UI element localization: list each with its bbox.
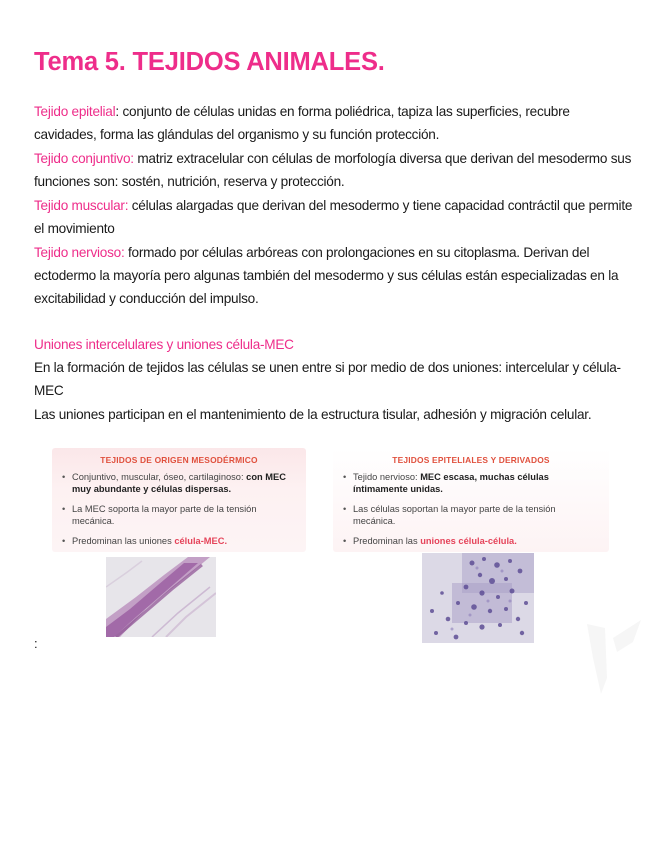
section-heading-text: Uniones intercelulares y uniones célula-MEC xyxy=(34,337,294,352)
panel-bullet-list xyxy=(52,471,306,547)
watermark-logo-icon xyxy=(583,618,643,698)
page-title: Tema 5. TEJIDOS ANIMALES. xyxy=(34,48,385,76)
figure-panel-mesodermico xyxy=(52,448,306,552)
panel-title: TEJIDOS DE ORIGEN MESODÉRMICO xyxy=(100,455,258,465)
definition-sep: : xyxy=(124,198,129,213)
bullet-highlight-text: célula-MEC. xyxy=(174,536,228,546)
section-paragraph-1: En la formación de tejidos las células se unen entre si por medio de dos uniones: intercelular y célula-MEC xyxy=(34,360,621,399)
bullet-text: La MEC soporta la mayor parte de la tensión mecánica. xyxy=(72,504,257,526)
bullet-highlight-text: uniones célula-célula. xyxy=(420,536,517,546)
definition-text: formado por células arbóreas con prolongaciones en su citoplasma. Derivan del ectodermo la mayoría pero algunas también del mesodermo y sus células están especializadas en la excitabilidad y conducción del impulso. xyxy=(34,245,619,307)
definition-epitelial xyxy=(34,100,634,146)
definition-term: Tejido nervioso xyxy=(34,245,121,260)
definition-text: células alargadas que derivan del mesodermo y tiene capacidad contráctil que permite el movimiento xyxy=(34,198,633,237)
definition-nervioso xyxy=(34,241,634,311)
bullet-text: Predominan las uniones xyxy=(72,536,175,546)
definition-sep: : xyxy=(115,104,119,119)
definition-term: Tejido conjuntivo xyxy=(34,151,131,166)
panel-bullet xyxy=(343,535,597,547)
bullet-text: Tejido nervioso: xyxy=(353,472,421,482)
panel-bullet-list xyxy=(333,471,609,547)
definition-muscular xyxy=(34,194,634,240)
panel-title: TEJIDOS EPITELIALES Y DERIVADOS xyxy=(392,455,550,465)
panel-bullet xyxy=(343,471,597,495)
trailing-text: : xyxy=(34,636,38,651)
bullet-bold-text: MEC escasa, muchas células íntimamente unidas. xyxy=(353,472,549,494)
panel-bullet xyxy=(62,535,294,547)
bullet-text: Predominan las xyxy=(353,536,421,546)
panel-bullet xyxy=(62,503,294,527)
bullet-bold-text: con MEC muy abundante y células dispersas. xyxy=(72,472,286,494)
bullet-text: Las células soportan la mayor parte de la tensión mecánica. xyxy=(353,504,556,526)
definition-sep: : xyxy=(120,245,125,260)
section-heading xyxy=(34,333,634,356)
figure-panel-epiteliales xyxy=(333,448,609,552)
definition-sep: : xyxy=(130,151,134,166)
definition-term: Tejido muscular xyxy=(34,198,125,213)
panel-bullet xyxy=(343,503,597,527)
definition-text: matriz extracelular con células de morfología diversa que derivan del mesodermo sus funciones son: sostén, nutrición, reserva y protección. xyxy=(34,151,632,190)
definition-text: conjunto de células unidas en forma poliédrica, tapiza las superficies, recubre cavidades, forma las glándulas del organismo y su función protección. xyxy=(34,104,570,143)
section-paragraph-2: Las uniones participan en el mantenimiento de la estructura tisular, adhesión y migración celular. xyxy=(34,407,592,422)
definition-conjuntivo xyxy=(34,147,634,193)
panel-bullet xyxy=(62,471,294,495)
micrograph-nervous-tissue-image xyxy=(422,553,534,643)
definition-term: Tejido epitelial xyxy=(34,104,116,119)
micrograph-connective-tissue-image xyxy=(106,557,216,637)
bullet-text: Conjuntivo, muscular, óseo, cartilaginoso: xyxy=(72,472,247,482)
